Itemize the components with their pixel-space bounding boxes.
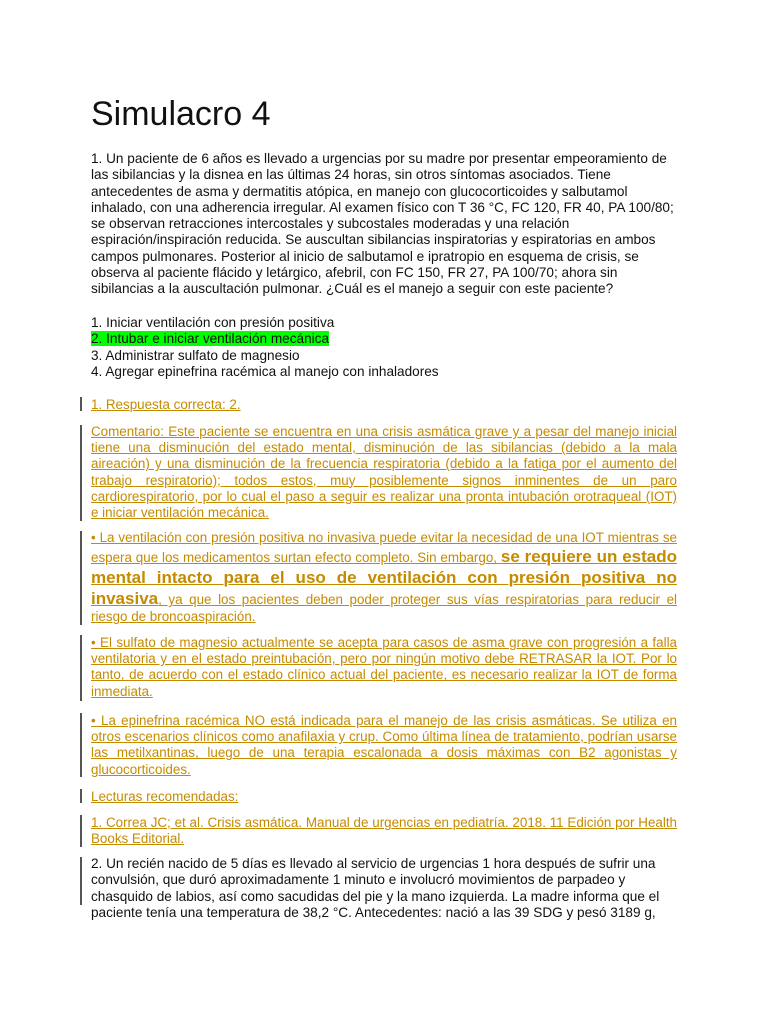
- option-3: 3. Administrar sulfato de magnesio: [91, 347, 300, 363]
- change-bar: [80, 397, 82, 411]
- option-4: 4. Agregar epinefrina racémica al manejo con inhaladores: [91, 363, 439, 379]
- change-bar: [80, 635, 82, 701]
- question-1-text: 1. Un paciente de 6 años es llevado a urgencias por su madre por presentar empeoramiento de las sibilancias y la disnea en las últimas 24 horas, sin otros síntomas asociados. Tiene antecedentes de asma y dermatitis atópica, en manejo con glucocorticoides y salbutamol inhalado, con una adherencia irregular. Al examen físico con T 36 °C, FC 120, FR 40, PA 100/80; se observan retracciones intercostales y subcostales moderadas y una relación espiración/inspiración reducida. Se auscultan sibilancias inspiratorias y espiratorias en ambos campos pulmonares. Posterior al inicio de salbutamol e ipratropio en esquema de crisis, se observa al paciente flácido y letárgico, afebril, con FC 150, FR 27, PA 100/70; ahora sin sibilancias a la auscultación pulmonar. ¿Cuál es el manejo a seguir con este paciente?: [91, 151, 674, 297]
- bullet-epinephrine: • La epinefrina racémica NO está indicada para el manejo de las crisis asmáticas. Se utiliza en otros escenarios clínicos como anafilaxia y crup. Como última línea de tratamiento, podrían usarse las metilxantinas, luego de una terapia escalonada a dosis máximas con B2 agonistas y glucocorticoides.: [91, 713, 677, 777]
- change-bar: [80, 815, 82, 847]
- readings-heading: Lecturas recomendadas:: [91, 789, 239, 804]
- change-bar: [80, 531, 82, 625]
- option-2-correct: [91, 331, 681, 347]
- option-1: 1. Iniciar ventilación con presión positiva: [91, 315, 335, 330]
- highlighted-answer: 2. Intubar e iniciar ventilación mecánica: [91, 331, 330, 347]
- bullet-magnesium: • El sulfato de magnesio actualmente se acepta para casos de asma grave con progresión a falla ventilatoria y en el estado preintubación, pero por ningún motivo debe RETRASAR la IOT. Por lo tanto, de acuerdo con el estado clínico actual del paciente, es necesario realizar la IOT de forma inmediata.: [91, 635, 677, 699]
- change-bar: [80, 789, 82, 803]
- page-title: Simulacro 4: [91, 95, 271, 133]
- change-bar: [80, 425, 82, 521]
- change-bar: [80, 713, 82, 777]
- change-bar: [80, 857, 82, 905]
- reading-1: 1. Correa JC; et al. Crisis asmática. Manual de urgencias en pediatría. 2018. 11 Edición por Health Books Editorial.: [91, 815, 677, 847]
- question-1-options: [91, 315, 681, 380]
- bullet-ventilation: • La ventilación con presión positiva no invasiva puede evitar la necesidad de una IOT mientras se espera que los medicamentos surtan efecto completo. Sin embargo, se requiere un estado mental intacto para el uso de ventilación con presión positiva no invasiva, ya que los pacientes deben poder proteger sus vías respiratorias para reducir el riesgo de broncoaspiración.: [91, 530, 677, 625]
- question-2-text: 2. Un recién nacido de 5 días es llevado al servicio de urgencias 1 hora después de sufrir una convulsión, que duró aproximadamente 1 minuto e involucró movimientos de parpadeo y chasquido de labios, así como sacudidas del pie y la mano izquierda. La madre informa que el paciente tenía una temperatura de 38,2 °C. Antecedentes: nació a las 39 SDG y pesó 3189 g,: [91, 856, 660, 920]
- comment-paragraph: Comentario: Este paciente se encuentra en una crisis asmática grave y a pesar del manejo inicial tiene una disminución del estado mental, disminución de las sibilancias (debido a la mala aireación) y una disminución de la frecuencia respiratoria (debido a la fatiga por el aumento del trabajo respiratorio); todos estos, muy posiblemente signos inminentes de un paro cardiorespiratorio, por lo cual el paso a seguir es realizar una pronta intubación orotraqueal (IOT) e iniciar ventilación mecánica.: [91, 424, 677, 521]
- answer-line: 1. Respuesta correcta: 2.: [91, 397, 241, 412]
- bold-emphasis: se requiere un estado mental intacto para el uso de ventilación con presión positiva no invasiva: [91, 547, 677, 609]
